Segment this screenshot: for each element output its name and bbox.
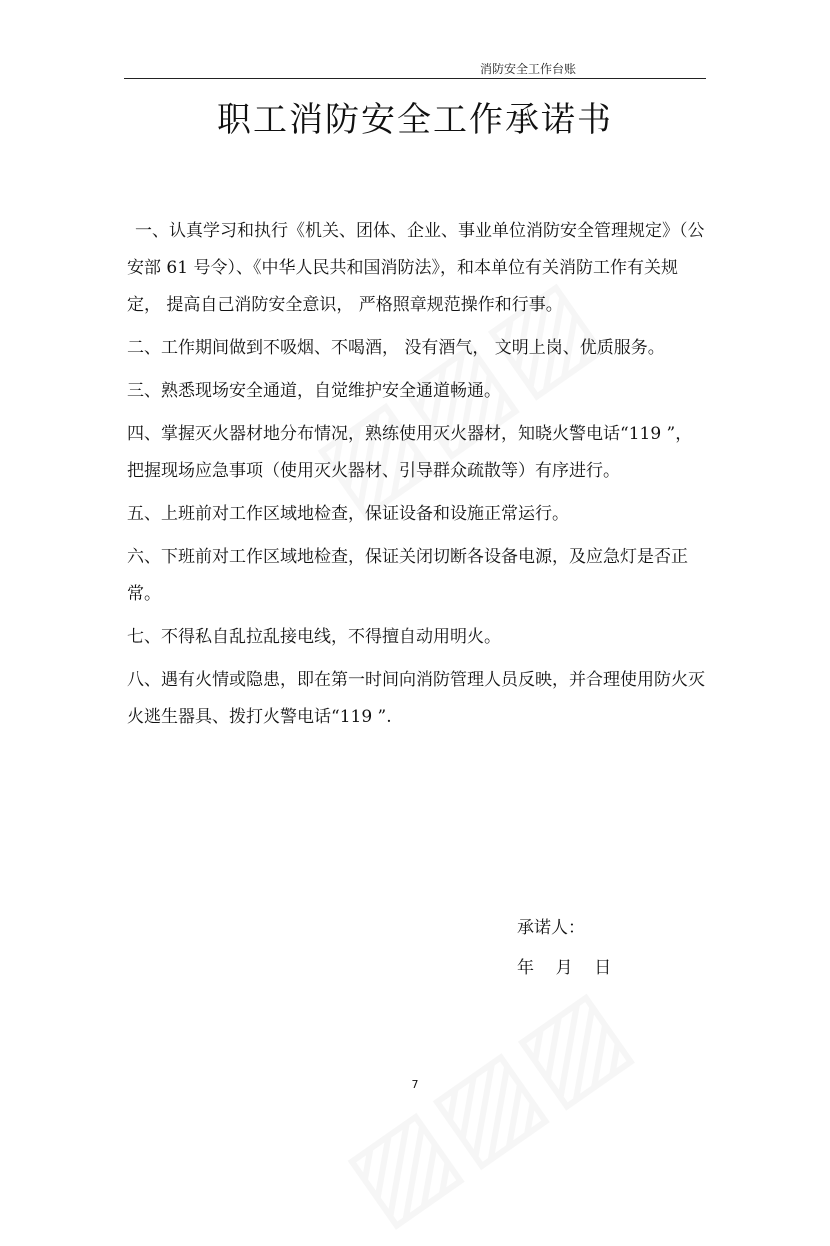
- document-body: [127, 213, 707, 736]
- paragraph-6: 六、下班前对工作区域地检查，保证关闭切断各设备电源，及应急灯是否正常。: [127, 547, 688, 604]
- paragraph-3: 三、熟悉现场安全通道，自觉维护安全通道畅通。: [127, 381, 501, 401]
- paragraph-5: 五、上班前对工作区域地检查，保证设备和设施正常运行。: [127, 504, 569, 524]
- paragraph-7: 七、不得私自乱拉乱接电线，不得擅自动用明火。: [127, 627, 501, 647]
- paragraph-4: 四、掌握灭火器材地分布情况，熟练使用灭火器材，知晓火警电话“119 ”，把握现场应急事项（使用灭火器材、引导群众疏散等）有序进行。: [127, 424, 693, 481]
- paragraph-8: 八、遇有火情或隐患，即在第一时间向消防管理人员反映，并合理使用防火灭火逃生器具、拨打火警电话“119 ”.: [127, 670, 705, 727]
- page-number: 7: [411, 1078, 419, 1091]
- document-title: 职工消防安全工作承诺书: [217, 100, 613, 140]
- header-divider: [124, 78, 706, 79]
- date-line: 年 月 日: [517, 958, 612, 978]
- promisor-label: 承诺人：: [517, 918, 585, 938]
- watermark: [321, 962, 650, 1246]
- paragraph-2: 二、工作期间做到不吸烟、不喝酒， 没有酒气， 文明上岗、优质服务。: [127, 338, 665, 358]
- signature-block: [517, 908, 611, 988]
- paragraph-1: 一、认真学习和执行《机关、团体、企业、事业单位消防安全管理规定》（公安部 61 号令）、《中华人民共和国消防法》，和本单位有关消防工作有关规定， 提高自己消防安全意识， 严格照章规范操作和行事。: [127, 221, 705, 315]
- running-header: 消防安全工作台账: [480, 62, 577, 76]
